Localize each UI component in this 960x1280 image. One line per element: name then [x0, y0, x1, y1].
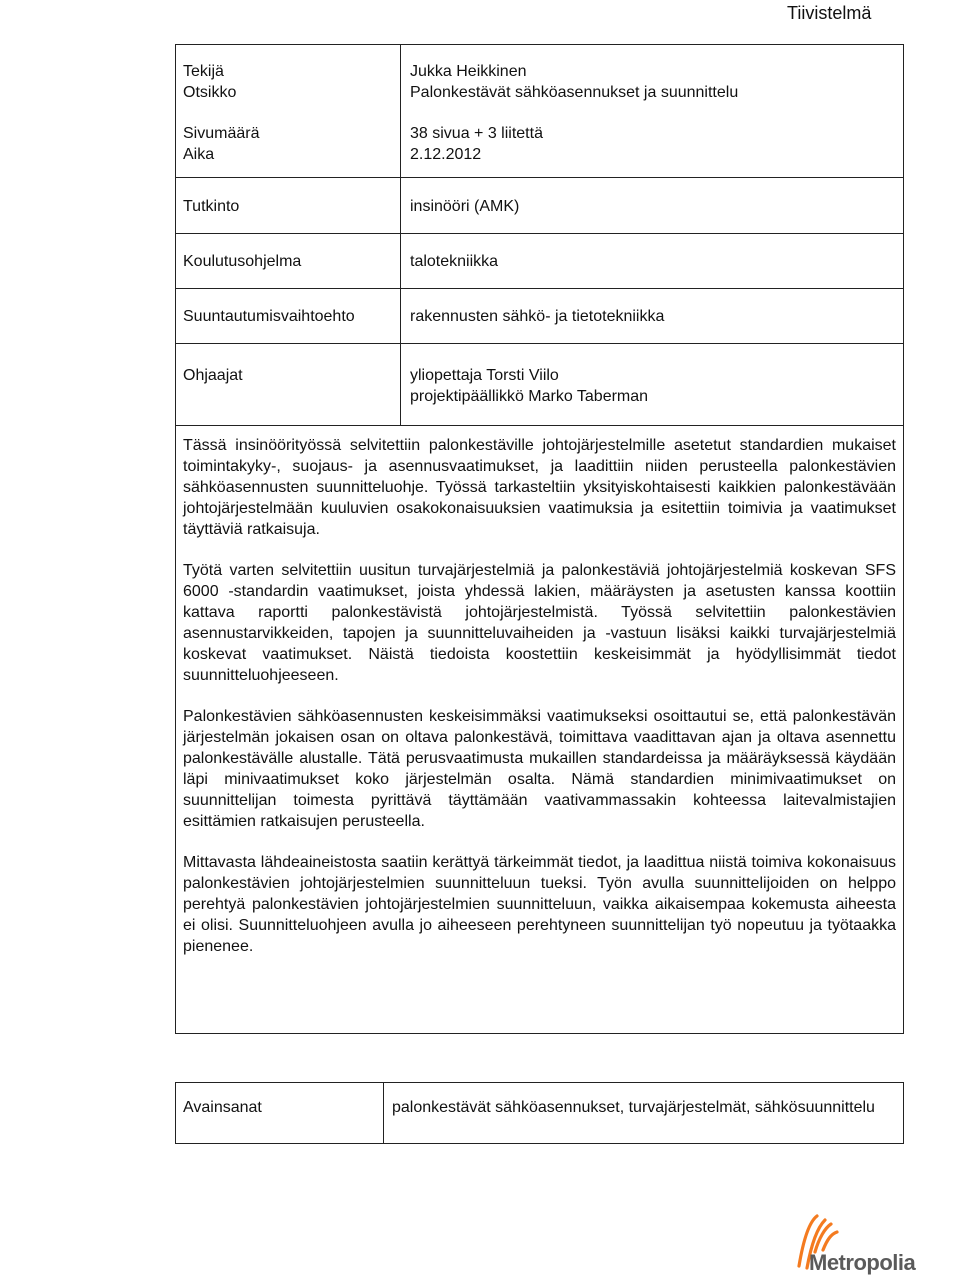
logo-wordmark: Metropolia — [809, 1250, 916, 1275]
keywords-label: Avainsanat — [183, 1099, 262, 1116]
degree-label: Tutkinto — [183, 198, 240, 215]
row-divider-1 — [175, 177, 904, 178]
title-label: Otsikko — [183, 84, 237, 101]
abstract-paragraph: Mittavasta lähdeaineistosta saatiin kerättyä tärkeimmät tiedot, ja laadittua niistä toimiva kokonaisuus palonkestävien johtojärjestelmien suunnitteluun tueksi. Työn avulla suunnittelijoiden on helppo perehtyä palonkestävien johtojärjestelmien suunnitteluun, vaikka aikaisempaa kokemusta aiheesta ei olisi. Suunnitteluohjeen avulla jo aiheeseen perehtyneen suunnittelijan työ nopeutuu ja työtaakka pienenee. — [183, 854, 896, 955]
date-value: 2.12.2012 — [410, 146, 482, 163]
abstract-paragraph: Tässä insinöörityössä selvitettiin palonkestäville johtojärjestelmille asetetut standardien mukaiset toimintakyky-, suojaus- ja asennusvaatimukset, ja laadittiin niiden perusteella palonkestävien sähköasennusten suunnitteluohje. Työssä tarkasteltiin yksityiskohtaisesti kaikkien palonkestävään johtojärjestelmään kuuluvien osakokonaisuuksien vaatimuksia ja esitettiin toimivia ja vaatimukset täyttäviä ratkaisuja. — [183, 437, 896, 538]
row-divider-5 — [175, 425, 904, 426]
programme-label: Koulutusohjelma — [183, 253, 302, 270]
degree-value: insinööri (AMK) — [410, 198, 520, 215]
page-header-title: Tiivistelmä — [787, 3, 872, 23]
title-value: Palonkestävät sähköasennukset ja suunnittelu — [410, 84, 739, 101]
supervisor-1: yliopettaja Torsti Viilo — [410, 367, 559, 384]
author-value: Jukka Heikkinen — [410, 63, 527, 80]
page-count-value: 38 sivua + 3 liitettä — [410, 125, 543, 142]
date-label: Aika — [183, 146, 215, 163]
abstract-paragraph: Palonkestävien sähköasennusten keskeisimmäksi vaatimukseksi osoittautui se, että palonkestävän järjestelmän jokaisen osan on oltava palonkestävä, toimittava vaadittavan ajan ja oltava asennettu palonkestävälle alustalle. Tätä perusvaatimusta mukaillen standardeissa ja määräyksessä käydään läpi minivaatimukset koko järjestelmän osalta. Nämä standardien minimivaatimukset on suunnittelijan toimesta pyrittävä täyttämään vaativammassakin kohteessa laitevalmistajien esittämien ratkaisujen perusteella. — [183, 708, 896, 830]
page-count-label: Sivumäärä — [183, 125, 260, 142]
abstract-body — [183, 435, 896, 977]
keywords-value: palonkestävät sähköasennukset, turvajärjestelmät, sähkösuunnittelu — [392, 1099, 875, 1116]
row-divider-4 — [175, 343, 904, 344]
specialisation-value: rakennusten sähkö- ja tietotekniikka — [410, 308, 665, 325]
abstract-paragraph: Työtä varten selvitettiin uusitun turvajärjestelmiä ja palonkestäviä johtojärjestelmiä koskevan SFS 6000 -standardin vaatimukset, joista yhdessä lakien, määräysten ja asetusten kanssa koottiin kattava raportti palonkestävistä johtojärjestelmistä. Työssä selvitettiin palonkestävien asennustarvikkeiden, tapojen ja suunnitteluvaiheiden ja -vastuun lisäksi kaikki turvajärjestelmiä koskevat vaatimukset. Näistä tiedoista koostettiin keskeisimmät ja hyödyllisimmät tiedot suunnitteluohjeeseen. — [183, 562, 896, 684]
keywords-divider — [383, 1082, 384, 1144]
row-divider-3 — [175, 288, 904, 289]
programme-value: talotekniikka — [410, 253, 499, 270]
row-divider-2 — [175, 233, 904, 234]
specialisation-label: Suuntautumisvaihtoehto — [183, 308, 355, 325]
supervisor-2: projektipäällikkö Marko Taberman — [410, 388, 649, 405]
info-column-divider — [400, 44, 401, 425]
author-label: Tekijä — [183, 63, 224, 80]
supervisors-label: Ohjaajat — [183, 367, 243, 384]
